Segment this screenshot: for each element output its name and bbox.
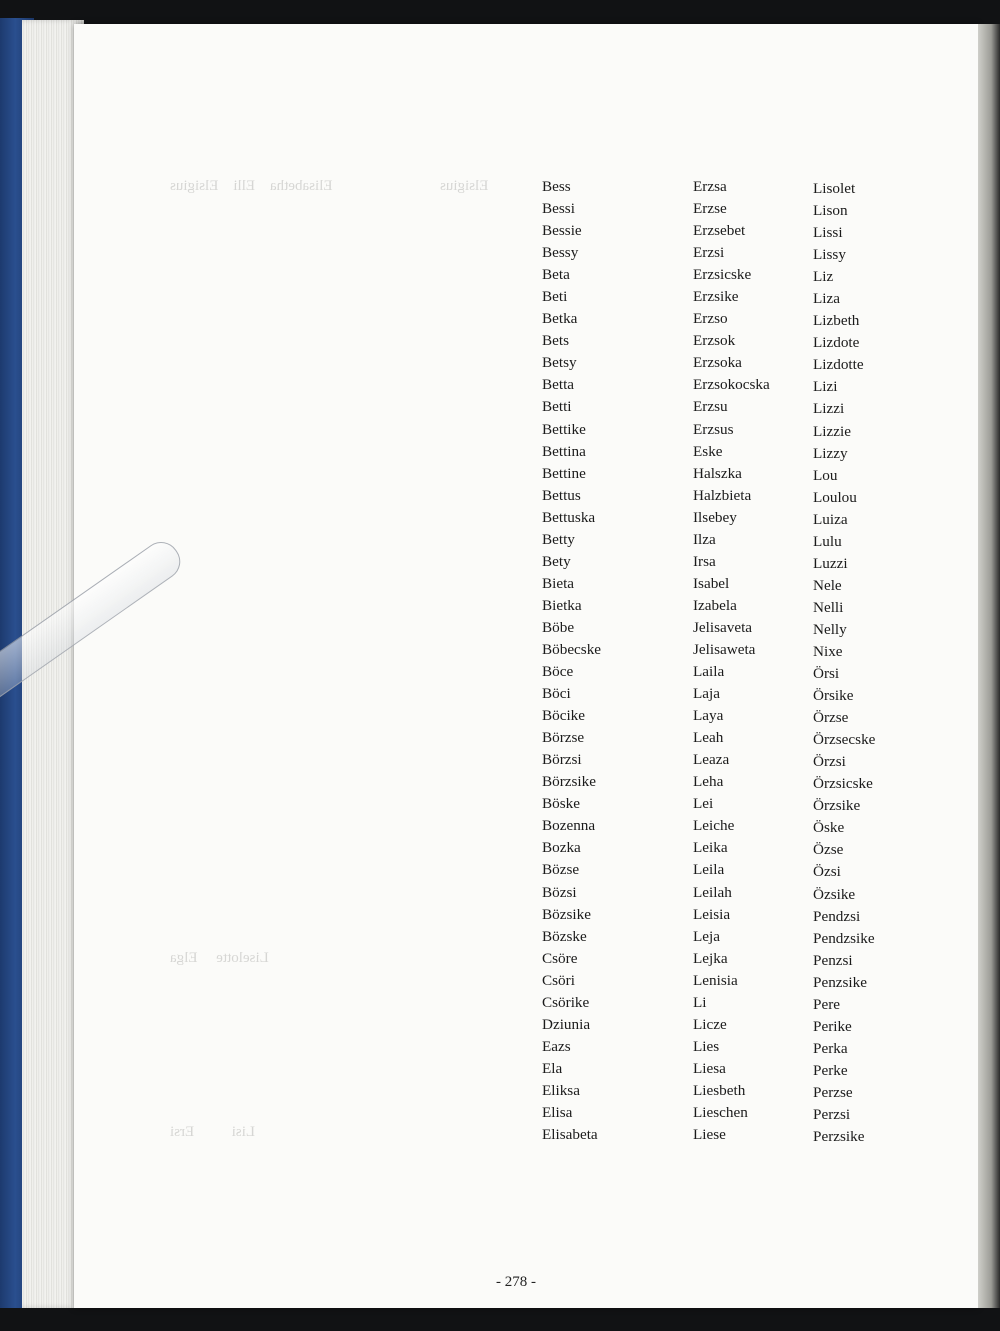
name-entry: Bettuska	[542, 508, 596, 526]
name-entry: Bets	[542, 332, 570, 350]
name-entry: Lizzy	[813, 444, 848, 462]
name-entry: Csöri	[542, 971, 575, 989]
name-entry: Erzsa	[693, 178, 727, 195]
name-entry: Özse	[813, 841, 844, 859]
name-entry: Bess	[542, 178, 571, 195]
name-entry: Örzsi	[813, 753, 846, 771]
name-entry: Betsy	[542, 354, 577, 372]
name-entry: Börzsike	[542, 773, 596, 791]
name-entry: Bettina	[542, 442, 586, 460]
name-entry: Penzsike	[813, 973, 867, 991]
name-entry: Laja	[693, 685, 720, 703]
name-entry: Erzsike	[693, 288, 739, 306]
name-entry: Leja	[693, 927, 720, 945]
name-entry: Ilsebey	[693, 508, 737, 526]
name-entry: Leiche	[693, 817, 735, 835]
name-entry: Perka	[813, 1039, 848, 1057]
name-entry: Jelisaweta	[693, 640, 756, 658]
name-column-2	[693, 176, 770, 1146]
name-entry: Li	[693, 993, 707, 1011]
name-entry: Leha	[693, 773, 724, 791]
name-entry: Leisia	[693, 905, 731, 923]
name-entry: Nelli	[813, 598, 844, 616]
name-entry: Nelly	[813, 620, 847, 638]
page-number: - 278 -	[496, 1274, 536, 1290]
name-entry: Isabel	[693, 574, 730, 592]
name-entry: Halszka	[693, 464, 742, 482]
name-entry: Bettine	[542, 464, 586, 482]
name-entry: Jelisaveta	[693, 618, 753, 636]
name-entry: Bieta	[542, 574, 575, 592]
name-entry: Ilza	[693, 530, 716, 548]
show-through-text: Elsigius	[440, 178, 489, 194]
name-entry: Lies	[693, 1037, 720, 1055]
name-entry: Bozka	[542, 839, 581, 857]
name-entry: Börzse	[542, 729, 585, 747]
show-through-text: Elisabetha Elli Elsigius	[170, 178, 333, 194]
name-entry: Bety	[542, 552, 571, 570]
name-entry: Erzsu	[693, 398, 728, 416]
name-entry: Licze	[693, 1015, 727, 1033]
name-column-1	[542, 176, 601, 1146]
name-entry: Böcike	[542, 707, 586, 725]
name-entry: Erzsebet	[693, 222, 746, 240]
name-entry: Örsi	[813, 665, 840, 683]
name-entry: Leila	[693, 861, 725, 879]
name-entry: Leaza	[693, 751, 730, 769]
name-entry: Elisa	[542, 1103, 573, 1121]
name-entry: Pendzsi	[813, 907, 861, 925]
name-entry: Lissy	[813, 246, 846, 264]
name-entry: Erzsus	[693, 420, 734, 438]
name-entry: Bozenna	[542, 817, 596, 835]
name-entry: Betta	[542, 376, 575, 394]
name-entry: Penzsi	[813, 951, 853, 969]
name-entry: Lison	[813, 202, 848, 220]
name-entry: Lizzie	[813, 422, 851, 440]
name-entry: Betka	[542, 310, 578, 328]
name-entry: Lieschen	[693, 1103, 748, 1121]
name-entry: Halzbieta	[693, 486, 752, 504]
name-entry: Liese	[693, 1126, 726, 1144]
name-entry: Böske	[542, 795, 580, 813]
name-entry: Lizbeth	[813, 312, 860, 330]
name-entry: Loulou	[813, 488, 857, 506]
name-entry: Lou	[813, 466, 838, 484]
name-entry: Liza	[813, 290, 840, 308]
name-entry: Erzsicske	[693, 266, 752, 284]
name-entry: Leilah	[693, 883, 732, 901]
facing-page-edge	[978, 24, 1000, 1308]
name-entry: Bessi	[542, 200, 575, 218]
name-entry: Betty	[542, 530, 575, 548]
name-entry: Bessy	[542, 244, 579, 262]
name-entry: Luzzi	[813, 554, 848, 572]
name-entry: Böci	[542, 685, 571, 703]
name-entry: Luiza	[813, 510, 848, 528]
name-entry: Lenisia	[693, 971, 738, 989]
name-entry: Erzsokocska	[693, 376, 770, 394]
name-entry: Böbecske	[542, 640, 602, 658]
name-entry: Bietka	[542, 596, 582, 614]
name-entry: Eazs	[542, 1037, 571, 1055]
name-entry: Pere	[813, 995, 840, 1013]
name-entry: Nele	[813, 576, 842, 594]
name-entry: Csörike	[542, 993, 590, 1011]
name-entry: Eske	[693, 442, 723, 460]
name-entry: Pendzsike	[813, 929, 875, 947]
name-entry: Bözse	[542, 861, 580, 879]
name-entry: Leah	[693, 729, 724, 747]
name-entry: Laya	[693, 707, 724, 725]
name-entry: Erzso	[693, 310, 728, 328]
name-column-3	[813, 178, 875, 1148]
name-entry: Perzsi	[813, 1105, 851, 1123]
name-entry: Izabela	[693, 596, 737, 614]
name-entry: Lizdote	[813, 334, 860, 352]
name-entry: Leika	[693, 839, 728, 857]
name-entry: Örzsecske	[813, 731, 876, 749]
name-entry: Örzsicske	[813, 775, 873, 793]
name-entry: Perke	[813, 1061, 848, 1079]
name-entry: Laila	[693, 663, 725, 681]
name-entry: Böce	[542, 663, 574, 681]
name-entry: Lizzi	[813, 400, 845, 418]
name-entry: Erzsoka	[693, 354, 742, 372]
show-through-text: Liselotte Elga	[170, 950, 269, 966]
name-entry: Elisabeta	[542, 1126, 598, 1144]
name-entry: Erzse	[693, 200, 727, 218]
name-entry: Erzsok	[693, 332, 736, 350]
name-entry: Liesbeth	[693, 1081, 746, 1099]
name-entry: Örzsike	[813, 797, 861, 815]
name-entry: Erzsi	[693, 244, 725, 262]
name-entry: Bessie	[542, 222, 582, 240]
name-entry: Perike	[813, 1017, 852, 1035]
name-entry: Lissi	[813, 224, 843, 242]
name-entry: Böbe	[542, 618, 575, 636]
name-entry: Özsi	[813, 863, 841, 881]
name-entry: Lejka	[693, 949, 728, 967]
name-entry: Bettus	[542, 486, 581, 504]
name-entry: Bettike	[542, 420, 586, 438]
name-entry: Lisolet	[813, 180, 856, 197]
name-entry: Lei	[693, 795, 714, 813]
name-entry: Nixe	[813, 642, 843, 660]
name-entry: Irsa	[693, 552, 716, 570]
name-entry: Bözske	[542, 927, 587, 945]
name-entry: Ela	[542, 1059, 563, 1077]
name-entry: Perzse	[813, 1083, 853, 1101]
name-entry: Özsike	[813, 885, 856, 903]
name-entry: Lizi	[813, 378, 838, 396]
name-entry: Betti	[542, 398, 572, 416]
show-through-text: Lisi Ersi	[170, 1124, 255, 1140]
name-entry: Bözsike	[542, 905, 591, 923]
name-entry: Börzsi	[542, 751, 582, 769]
name-entry: Beta	[542, 266, 570, 284]
name-entry: Örzse	[813, 709, 849, 727]
name-entry: Liz	[813, 268, 834, 286]
name-entry: Dziunia	[542, 1015, 591, 1033]
name-entry: Örsike	[813, 687, 854, 705]
name-entry: Öske	[813, 819, 845, 837]
name-entry: Liesa	[693, 1059, 726, 1077]
name-entry: Perzsike	[813, 1128, 865, 1146]
name-entry: Lizdotte	[813, 356, 864, 374]
name-entry: Lulu	[813, 532, 842, 550]
name-entry: Beti	[542, 288, 568, 306]
name-entry: Csöre	[542, 949, 578, 967]
name-entry: Bözsi	[542, 883, 577, 901]
name-entry: Eliksa	[542, 1081, 580, 1099]
